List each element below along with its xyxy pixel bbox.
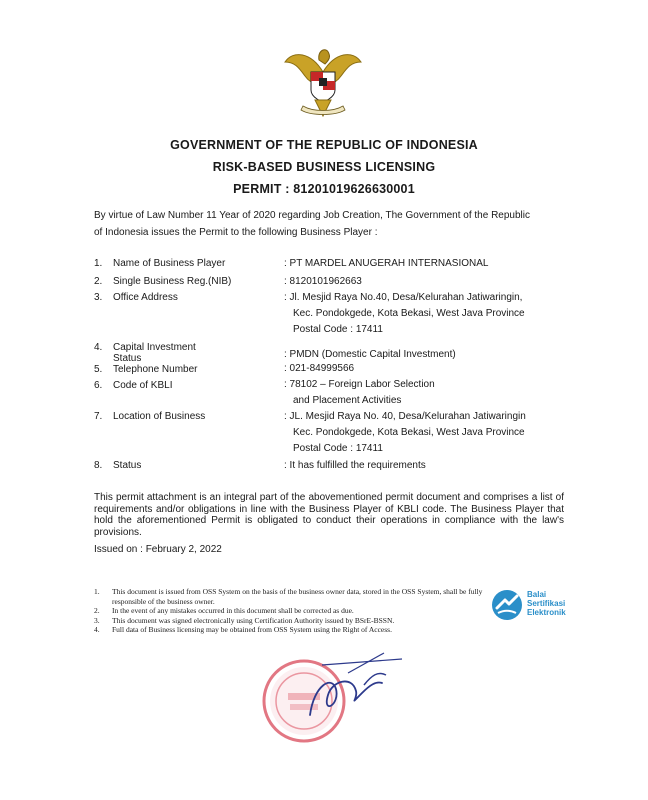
item-value [284, 290, 525, 338]
item-value: : 021-84999566 [284, 363, 355, 374]
item-label-line-2: Status [113, 353, 142, 364]
footnote-text: In the event of any mistakes occurred in this document shall be corrected as due. [112, 606, 354, 615]
item-number: 5. [94, 364, 103, 375]
item-value: : PMDN (Domestic Capital Investment) [284, 349, 456, 360]
item-label: Telephone Number [113, 364, 198, 375]
issued-date: Issued on : February 2, 2022 [94, 544, 222, 555]
bsre-logo [490, 586, 600, 626]
location-postal-code: Postal Code : 17411 [293, 443, 383, 454]
kbli-line-2: and Placement Activities [293, 395, 402, 406]
location-line-1: : JL. Mesjid Raya No. 40, Desa/Kelurahan Jatiwaringin [284, 411, 526, 422]
item-number: 2. [94, 276, 103, 287]
footnote-text: This document is issued from OSS System on the basis of the business owner data, stored in the OSS System, shall be fully responsible of the business owner. [112, 587, 483, 606]
footnotes [94, 587, 494, 635]
footnote-number: 3. [94, 615, 100, 625]
address-postal-code: Postal Code : 17411 [293, 324, 383, 335]
licensing-title: RISK-BASED BUSINESS LICENSING [212, 160, 436, 174]
item-value [284, 377, 435, 409]
government-title: GOVERNMENT OF THE REPUBLIC OF INDONESIA [170, 138, 478, 152]
item-number: 3. [94, 292, 103, 303]
footnote-number: 4. [94, 625, 100, 634]
document-header [0, 134, 648, 200]
address-line-1: : Jl. Mesjid Raya No.40, Desa/Kelurahan Jatiwaringin, [284, 292, 523, 303]
item-label: Name of Business Player [113, 258, 226, 269]
item-value: : PT MARDEL ANUGERAH INTERNASIONAL [284, 258, 489, 269]
footnote [94, 616, 494, 626]
item-number: 7. [94, 411, 103, 422]
item-value: : It has fulfilled the requirements [284, 460, 426, 471]
footnote [94, 625, 494, 635]
item-number: 1. [94, 258, 103, 269]
footnote-text: This document was signed electronically using Certification Authority issued by BSrE-BSSN. [112, 615, 395, 625]
footnote-number: 1. [94, 587, 100, 596]
footnote-number: 2. [94, 606, 100, 615]
item-number: 4. [94, 342, 103, 353]
official-stamp-icon [264, 661, 344, 741]
stamp-and-signature [252, 645, 432, 750]
item-label: Location of Business [113, 411, 206, 422]
bsre-text [527, 590, 566, 617]
item-number: 6. [94, 380, 103, 391]
intro-paragraph [94, 207, 574, 241]
footnote [94, 606, 494, 616]
bsre-line-2: Sertifikasi [527, 599, 566, 608]
bsre-line-1: Balai [527, 590, 547, 599]
garuda-emblem-icon [281, 42, 365, 120]
footnote [94, 587, 494, 606]
item-value [284, 409, 526, 457]
item-number: 8. [94, 460, 103, 471]
item-label [113, 342, 196, 364]
intro-line-1: By virtue of Law Number 11 Year of 2020 regarding Job Creation, The Government of the Republic [94, 210, 530, 221]
item-label: Single Business Reg.(NIB) [113, 276, 232, 287]
item-label: Status [113, 460, 142, 471]
item-value: : 8120101962663 [284, 276, 362, 287]
footnote-text: Full data of Business licensing may be obtained from OSS System using the Right of Access. [112, 625, 392, 634]
bsre-logo-icon [490, 588, 524, 622]
location-line-2: Kec. Pondokgede, Kota Bekasi, West Java Province [293, 427, 525, 438]
bsre-line-3: Elektronik [527, 608, 566, 617]
permit-number: PERMIT : 81201019626630001 [233, 182, 415, 196]
item-label-line-1: Capital Investment [113, 342, 196, 353]
intro-line-2: of Indonesia issues the Permit to the following Business Player : [94, 227, 378, 238]
item-label: Office Address [113, 292, 178, 303]
kbli-line-1: : 78102 – Foreign Labor Selection [284, 379, 435, 390]
item-label: Code of KBLI [113, 380, 173, 391]
address-line-2: Kec. Pondokgede, Kota Bekasi, West Java Province [293, 308, 525, 319]
attachment-paragraph: This permit attachment is an integral part of the abovementioned permit document and comprises a list of requirements and/or obligations in line with the Business Player of KBLI code. The Business Player that hold the aforementioned Permit is obligated to conduct their operations in compliance with the law's provisions. [94, 492, 564, 538]
